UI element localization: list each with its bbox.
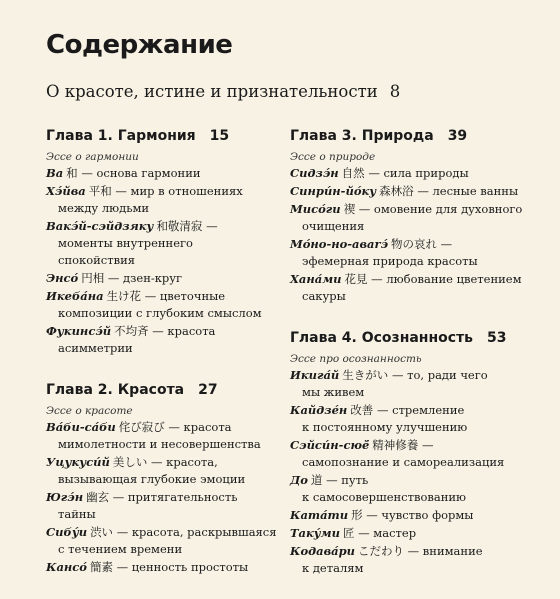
term-entry[interactable]	[46, 454, 296, 488]
page-title: Содержание	[46, 30, 233, 60]
chapter-page-number: 39	[447, 128, 468, 144]
chapter-heading[interactable]	[290, 327, 540, 349]
term-desc-cont: между людьми	[58, 201, 150, 215]
term-name: Мисо́ги	[290, 202, 341, 216]
term-name: Уцукуси́й	[46, 455, 110, 469]
chapter-title: Глава 2. Красота	[46, 382, 185, 398]
term-desc: — лесные ванны	[417, 184, 519, 198]
essay-entry[interactable]: Эссе о природе	[290, 151, 376, 163]
term-name: Кансо́	[46, 560, 87, 574]
term-entry[interactable]	[46, 183, 296, 217]
term-desc: — красота, раскрывшаяся	[116, 525, 277, 539]
term-entry[interactable]	[290, 236, 540, 270]
term-kanji: 形	[351, 508, 363, 522]
term-desc: — мастер	[358, 526, 417, 540]
term-name: Сидзэ́н	[290, 166, 339, 180]
term-desc-cont: вызывающая глубокие эмоции	[58, 472, 246, 486]
term-desc: — омовение для духовного	[358, 202, 523, 216]
term-kanji: 匠	[342, 526, 355, 540]
term-desc: — любование цветением	[371, 272, 522, 286]
term-desc: — красота,	[151, 455, 218, 469]
term-name: Югэ́н	[46, 490, 84, 504]
term-entry[interactable]	[290, 201, 540, 235]
term-desc: — красота	[168, 420, 232, 434]
term-kanji: 和	[66, 166, 78, 180]
term-entry[interactable]	[46, 524, 296, 558]
term-name: Мо́но-но-авarэ́	[290, 237, 388, 251]
term-entry[interactable]	[290, 165, 540, 182]
chapter-title: Глава 1. Гармония	[46, 128, 196, 144]
term-name: До	[290, 473, 308, 487]
term-name: Сэйси́н-сюё́	[290, 438, 370, 452]
essay-entry[interactable]: Эссе о красоте	[46, 405, 133, 417]
term-entry[interactable]	[46, 489, 296, 523]
term-desc-cont: самопознание и самореализация	[302, 455, 505, 469]
term-kanji: 道	[310, 473, 323, 487]
term-kanji: 簡素	[89, 560, 113, 574]
term-desc: — ценность простоты	[116, 560, 249, 574]
chapter-title: Глава 4. Осознанность	[290, 330, 474, 346]
chapter-4	[290, 327, 540, 577]
term-kanji: 森林浴	[379, 184, 414, 198]
term-desc: — основа гармонии	[81, 166, 201, 180]
essay-entry[interactable]: Эссе о гармонии	[46, 151, 139, 163]
left-column	[46, 125, 296, 598]
term-entry[interactable]	[290, 402, 540, 436]
term-entry[interactable]	[290, 525, 540, 542]
term-entry[interactable]	[290, 271, 540, 305]
term-kanji: 不均斉	[114, 324, 149, 338]
chapter-2	[46, 379, 296, 576]
term-desc: — притягательность	[112, 490, 238, 504]
intro-page-number: 8	[389, 82, 401, 101]
term-kanji: 改善	[350, 403, 374, 417]
term-desc: — дзен-круг	[107, 271, 183, 285]
term-desc-cont: очищения	[302, 219, 365, 233]
right-column	[290, 125, 540, 599]
essay-entry[interactable]: Эссе про осознанность	[290, 353, 422, 365]
term-name: Таку́ми	[290, 526, 340, 540]
term-kanji: 円相	[81, 271, 105, 285]
term-entry[interactable]	[290, 367, 540, 401]
term-desc: — красота	[152, 324, 216, 338]
term-kanji: 美しい	[112, 455, 148, 469]
term-desc: —	[206, 219, 218, 233]
term-desc: — внимание	[407, 544, 483, 558]
term-kanji: 生きがい	[342, 368, 389, 382]
term-kanji: 平和	[88, 184, 112, 198]
term-name: Икига́й	[290, 368, 340, 382]
term-entry[interactable]	[290, 543, 540, 577]
chapter-1	[46, 125, 296, 357]
term-entry[interactable]	[290, 472, 540, 506]
term-desc: — путь	[326, 473, 369, 487]
intro-entry[interactable]	[46, 82, 400, 101]
term-desc-cont: сакуры	[302, 289, 346, 303]
chapter-heading[interactable]	[46, 125, 296, 147]
term-desc-cont: к постоянному улучшению	[302, 420, 468, 434]
term-entry[interactable]	[46, 218, 296, 269]
term-name: Сибу́и	[46, 525, 88, 539]
term-name: Вакэ́й-сэйдзяку	[46, 219, 154, 233]
term-desc-cont: к деталям	[302, 561, 364, 575]
chapter-page-number: 15	[209, 128, 230, 144]
term-desc-cont: к самосовершенствованию	[302, 490, 467, 504]
term-desc: — стремление	[376, 403, 465, 417]
term-desc-cont: моменты внутреннего	[58, 236, 193, 250]
term-entry[interactable]	[290, 183, 540, 200]
term-name: Энсо́	[46, 271, 79, 285]
chapter-title: Глава 3. Природа	[290, 128, 434, 144]
term-entry[interactable]	[290, 437, 540, 471]
term-desc-cont: асимметрии	[58, 341, 133, 355]
term-kanji: 物の哀れ	[391, 237, 437, 251]
chapter-page-number: 27	[198, 382, 218, 398]
term-desc: — то, ради чего	[391, 368, 488, 382]
term-name: Кодава́ри	[290, 544, 355, 558]
term-entry[interactable]	[46, 165, 296, 182]
term-entry[interactable]	[46, 419, 296, 453]
chapter-heading[interactable]	[46, 379, 296, 401]
term-desc: —	[440, 237, 453, 251]
chapter-3	[290, 125, 540, 305]
term-desc: — чувство формы	[366, 508, 474, 522]
term-kanji: 花見	[344, 272, 368, 286]
term-desc-cont: композиции с глубоким смыслом	[58, 306, 262, 320]
term-entry[interactable]	[290, 507, 540, 524]
term-name: Ва́би-са́би	[46, 420, 116, 434]
term-entry[interactable]	[46, 288, 296, 322]
term-entry[interactable]	[46, 559, 296, 576]
term-entry[interactable]	[46, 323, 296, 357]
term-entry[interactable]	[46, 270, 296, 287]
term-kanji: こだわり	[358, 544, 404, 558]
term-kanji: 渋い	[90, 525, 114, 539]
term-name: Синри́н-йо́ку	[290, 184, 377, 198]
term-desc-cont: мы живем	[302, 385, 365, 399]
term-name: Ката́ти	[290, 508, 349, 522]
term-name: Хэ́йва	[46, 184, 86, 198]
intro-text: О красоте, истине и признательности	[46, 82, 378, 101]
term-name: Ва	[46, 166, 64, 180]
term-name: Икеба́на	[46, 289, 104, 303]
term-kanji: 精神修養	[372, 438, 419, 452]
term-name: Кайдзе́н	[290, 403, 348, 417]
term-desc: — мир в отношениях	[115, 184, 243, 198]
term-desc-cont: тайны	[58, 507, 96, 521]
term-desc: —	[421, 438, 434, 452]
term-desc-cont: спокойствия	[58, 253, 136, 267]
term-name: Хана́ми	[290, 272, 342, 286]
term-desc-cont: эфемерная природа красоты	[302, 254, 478, 268]
chapter-page-number: 53	[487, 330, 507, 346]
term-kanji: 自然	[341, 166, 365, 180]
term-desc: — цветочные	[144, 289, 226, 303]
term-desc: — сила природы	[368, 166, 469, 180]
term-name: Фукинсэ́й	[46, 324, 112, 338]
term-desc-cont: с течением времени	[58, 542, 183, 556]
term-kanji: 和敬清寂	[156, 219, 203, 233]
term-kanji: 生け花	[106, 289, 142, 303]
term-kanji: 幽玄	[86, 490, 110, 504]
term-kanji: 禊	[343, 202, 356, 216]
term-desc-cont: мимолетности и несовершенства	[58, 437, 261, 451]
chapter-heading[interactable]	[290, 125, 540, 147]
term-kanji: 侘び寂び	[118, 420, 165, 434]
